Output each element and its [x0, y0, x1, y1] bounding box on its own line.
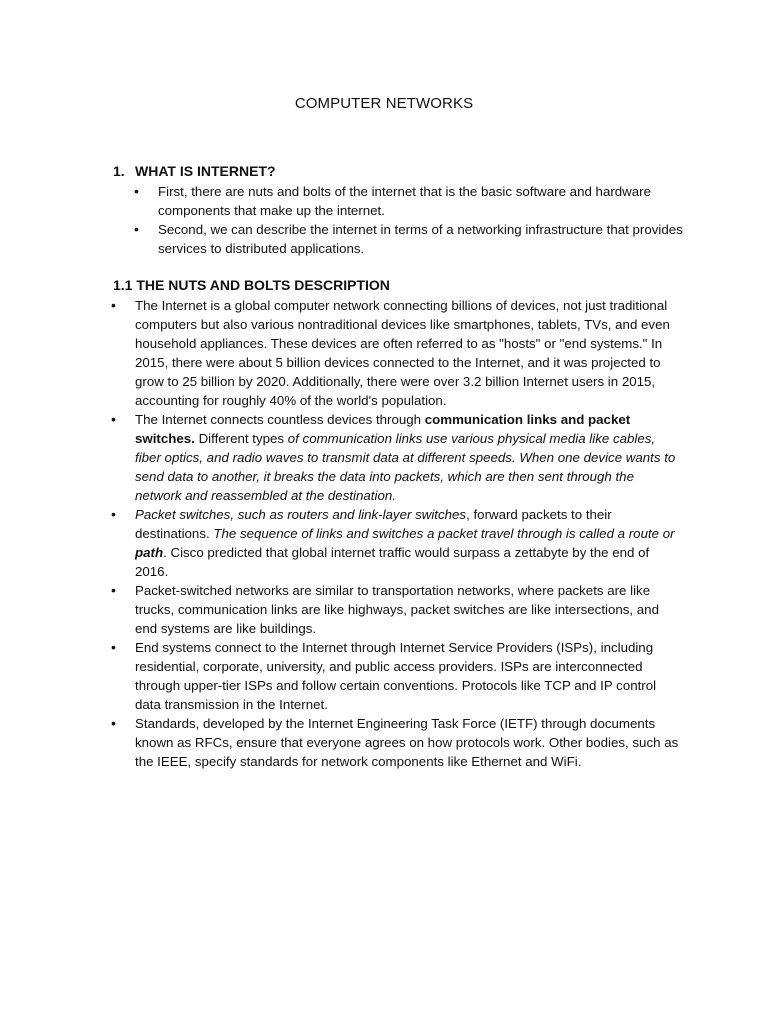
emphasis-italic-text: Packet switches, such as routers and link-layer switches	[135, 507, 467, 522]
document-title: COMPUTER NETWORKS	[294, 95, 474, 112]
section-1-heading-text: WHAT IS INTERNET?	[135, 163, 276, 179]
emphasis-bold-text: communication links and packet switches.	[135, 412, 631, 446]
emphasis-italic-text: The sequence of links and switches a packet travel through is called a route or	[213, 526, 675, 541]
list-item: • Standards, developed by the Internet Engineering Task Force (IETF) through documents known as RFCs, ensure that everyone agrees on how protocols work. Other bodies, such as the IEEE, specify standards for network components like Ethernet and WiFi.	[135, 714, 683, 771]
list-item: • End systems connect to the Internet through Internet Service Providers (ISPs), including residential, corporate, university, and public access providers. ISPs are interconnected through upper-tier ISPs and follow certain conventions. Protocols like TCP and IP control data transmission in the Internet.	[135, 638, 683, 714]
section-1-bullet-list	[158, 182, 683, 258]
list-item-text: The Internet connects countless devices through	[135, 412, 425, 427]
section-1-1-bullet-list	[135, 296, 683, 771]
list-item	[135, 410, 683, 505]
list-item: • Second, we can describe the internet in terms of a networking infrastructure that provides services to distributed applications.	[158, 220, 683, 258]
list-item	[135, 505, 683, 581]
list-item-text: Different types	[194, 431, 288, 446]
emphasis-italic-text: of communication links use various physical media like cables, fiber optics, and radio waves to transmit data at different speeds. When one device wants to send data to another, it breaks the data into packets, which are then sent through the network and reassembled at the destination.	[135, 431, 676, 503]
list-item: • The Internet is a global computer network connecting billions of devices, not just traditional computers but also various nontraditional devices like smartphones, tablets, TVs, and even household appliances. These devices are often referred to as "hosts" or "end systems." In 2015, there were about 5 billion devices connected to the Internet, and it was projected to grow to 25 billion by 2020. Additionally, there were over 3.2 billion Internet users in 2015, accounting for roughly 40% of the world's population.	[135, 296, 683, 410]
section-1-heading	[113, 163, 276, 179]
list-item-text: . Cisco predicted that global internet traffic would surpass a zettabyte by the end of 2016.	[135, 545, 650, 579]
list-item: • Packet-switched networks are similar to transportation networks, where packets are like trucks, communication links are like highways, packet switches are like intersections, and end systems are like buildings.	[135, 581, 683, 638]
section-1-number: 1.	[113, 163, 125, 179]
list-item-text: , forward packets to their destinations.	[135, 507, 612, 541]
emphasis-bold-italic-text: path	[135, 545, 164, 560]
list-item: • First, there are nuts and bolts of the internet that is the basic software and hardware components that make up the internet.	[158, 182, 683, 220]
section-1-1-heading: 1.1 THE NUTS AND BOLTS DESCRIPTION	[113, 277, 390, 293]
